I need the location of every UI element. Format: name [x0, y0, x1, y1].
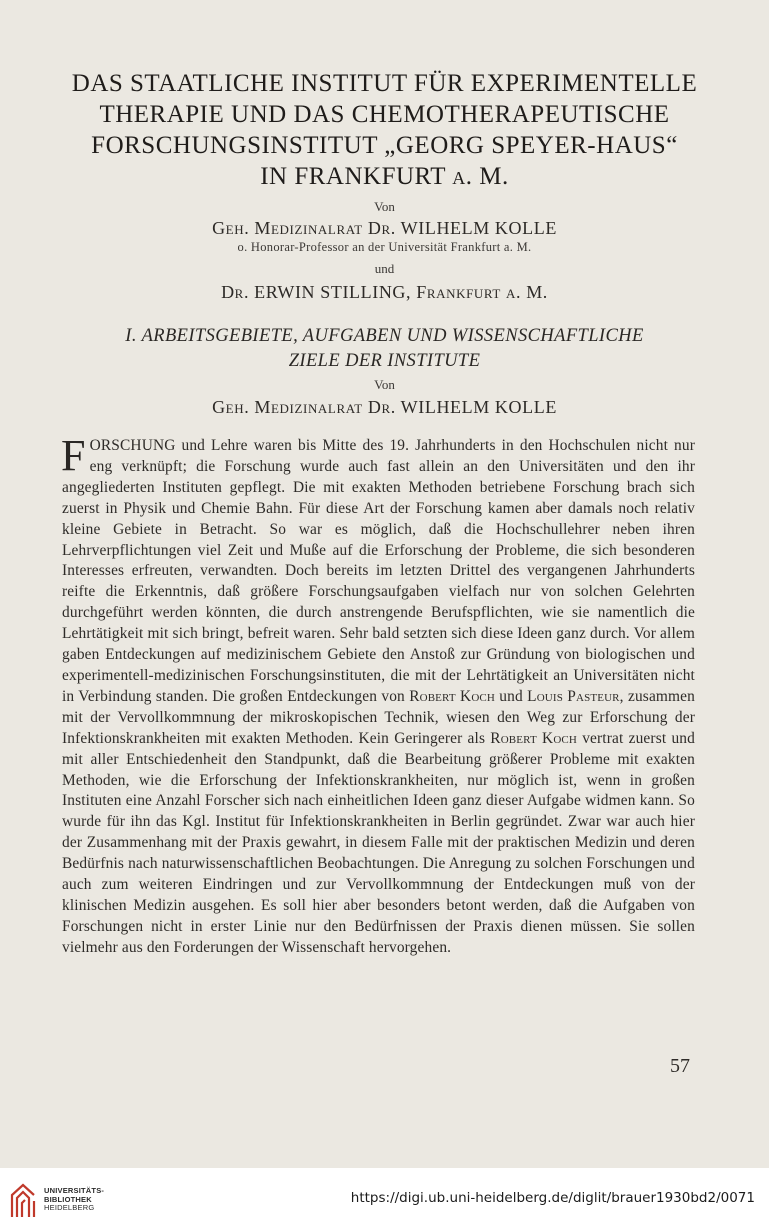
section-author: Geh. Medizinalrat Dr. WILHELM KOLLE: [212, 397, 557, 417]
person-name-robert-koch: Robert Koch: [409, 687, 495, 705]
library-name-line-1: UNIVERSITÄTS-: [44, 1186, 105, 1195]
body-segment-2: und: [495, 687, 528, 705]
section-heading-line-2: ZIELE DER INSTITUTE: [288, 351, 481, 371]
title-line-2: THERAPIE UND DAS CHEMOTHERAPEUTISCHE: [99, 101, 670, 128]
title-line-4: [0, 163, 769, 191]
library-name-line-3: HEIDELBERG: [44, 1203, 95, 1212]
body-segment-4: vertrat zuerst und mit aller Entschiedenheit den Standpunkt, daß die Bearbeitung größerer Probleme mit exakten Methoden, wie die Erforschung der Infektionskrankheiten, nur möglich ist, wenn in großen Instituten eine Anzahl Forscher sich nach einheitlichen Ideen ganz dieser Aufgabe widmen kann. So wurde für ihn das Kgl. Institut für Infektionskrankheiten in Berlin gegründet. Zwar war auch hier der Zusammenhang mit der Praxis gewahrt, in diesem Falle mit der praktischen Medizin und deren Bedürfnis nach naturwissenschaftlichen Beobachtungen. Die Anregung zu solchen Forschungen und auch zum weiteren Eindringen und zur Vervollkommnung der Entdeckungen muß von der klinischen Medizin ausgehen. Es soll hier aber besonders betont werden, daß die Aufgaben von Forschungen nicht in erster Linie nur den Bedürfnissen der Praxis dienen müssen. Sie sollen vielmehr aus den Forderungen der Wissenschaft hervorgehen.: [62, 729, 695, 956]
title-line-3: FORSCHUNGSINSTITUT „GEORG SPEYER-HAUS“: [91, 132, 678, 159]
section-von: Von: [374, 377, 395, 392]
library-name-line-2: BIBLIOTHEK: [44, 1194, 92, 1204]
title-line-4-main: IN FRANKFURT: [260, 163, 446, 190]
body-paragraph: [61, 431, 695, 959]
footer-bar: [0, 1168, 769, 1231]
body-segment-3: , zusammen mit der Vervollkommnung der mikroskopischen Technik, wiesen den Weg zur Erforschung der Infektionskrankheiten mit exakten Methoden. Kein Geringerer als: [62, 687, 695, 747]
byline-und: und: [374, 261, 395, 276]
author-1-affiliation: o. Honorar-Professor an der Universität Frankfurt a. M.: [237, 240, 532, 254]
byline-von: Von: [374, 199, 395, 214]
title-line-1: DAS STAATLICHE INSTITUT FÜR EXPERIMENTELLE: [71, 70, 698, 97]
author-1: Geh. Medizinalrat Dr. WILHELM KOLLE: [212, 218, 557, 238]
person-name-louis-pasteur: Louis Pasteur: [527, 687, 620, 705]
body-segment-1: ORSCHUNG und Lehre waren bis Mitte des 19. Jahrhunderts in den Hochschulen nicht nur eng verknüpft; die Forschung wurde auch fast allein an den Universitäten und den ihr angegliederten Instituten gepflegt. Die mit exakten Methoden betriebene Forschung brach sich zuerst in Physik und Chemie Bahn. Für diese Art der Forschung kamen aber damals noch relativ kleine Gebiete in Betracht. So war es möglich, daß die Hochschullehrer neben ihren Lehrverpflichtungen viel Zeit und Muße auf die Erforschung der Probleme, die sich besonderen Interesses erfreuten, verwandten. Doch bereits im letzten Drittel des vergangenen Jahrhunderts reifte die Erkenntnis, daß größere Forschungsaufgaben vielfach nur von solchen Gelehrten durchgeführt werden könnten, die durch anstrengende Berufspflichten, wie sie namentlich die Lehrtätigkeit mit sich bringt, befreit waren. Sehr bald setzten sich diese Ideen ganz durch. Vor allem gaben Entdeckungen auf medizinischem Gebiete den Anstoß zur Gründung von biologischen und experimentell-medizinischen Forschungsinstituten, die mit der Lehrtätigkeit an Universitäten nicht in Verbindung standen. Die großen Entdeckungen von: [62, 437, 695, 705]
author-2: Dr. ERWIN STILLING, Frankfurt a. M.: [221, 282, 548, 302]
page-number: 57: [670, 1055, 690, 1077]
source-url-link[interactable]: https://digi.ub.uni-heidelberg.de/diglit/brauer1930bd2/0071: [350, 1190, 755, 1206]
drop-cap: F: [61, 431, 86, 480]
section-heading-line-1: I. ARBEITSGEBIETE, AUFGABEN UND WISSENSCHAFTLICHE: [125, 326, 644, 346]
person-name-robert-koch-2: Robert Koch: [490, 729, 577, 747]
title-line-4-suffix: a. M.: [452, 163, 509, 190]
heidelberg-library-logo-icon[interactable]: [8, 1181, 38, 1221]
library-name: [44, 1187, 104, 1213]
